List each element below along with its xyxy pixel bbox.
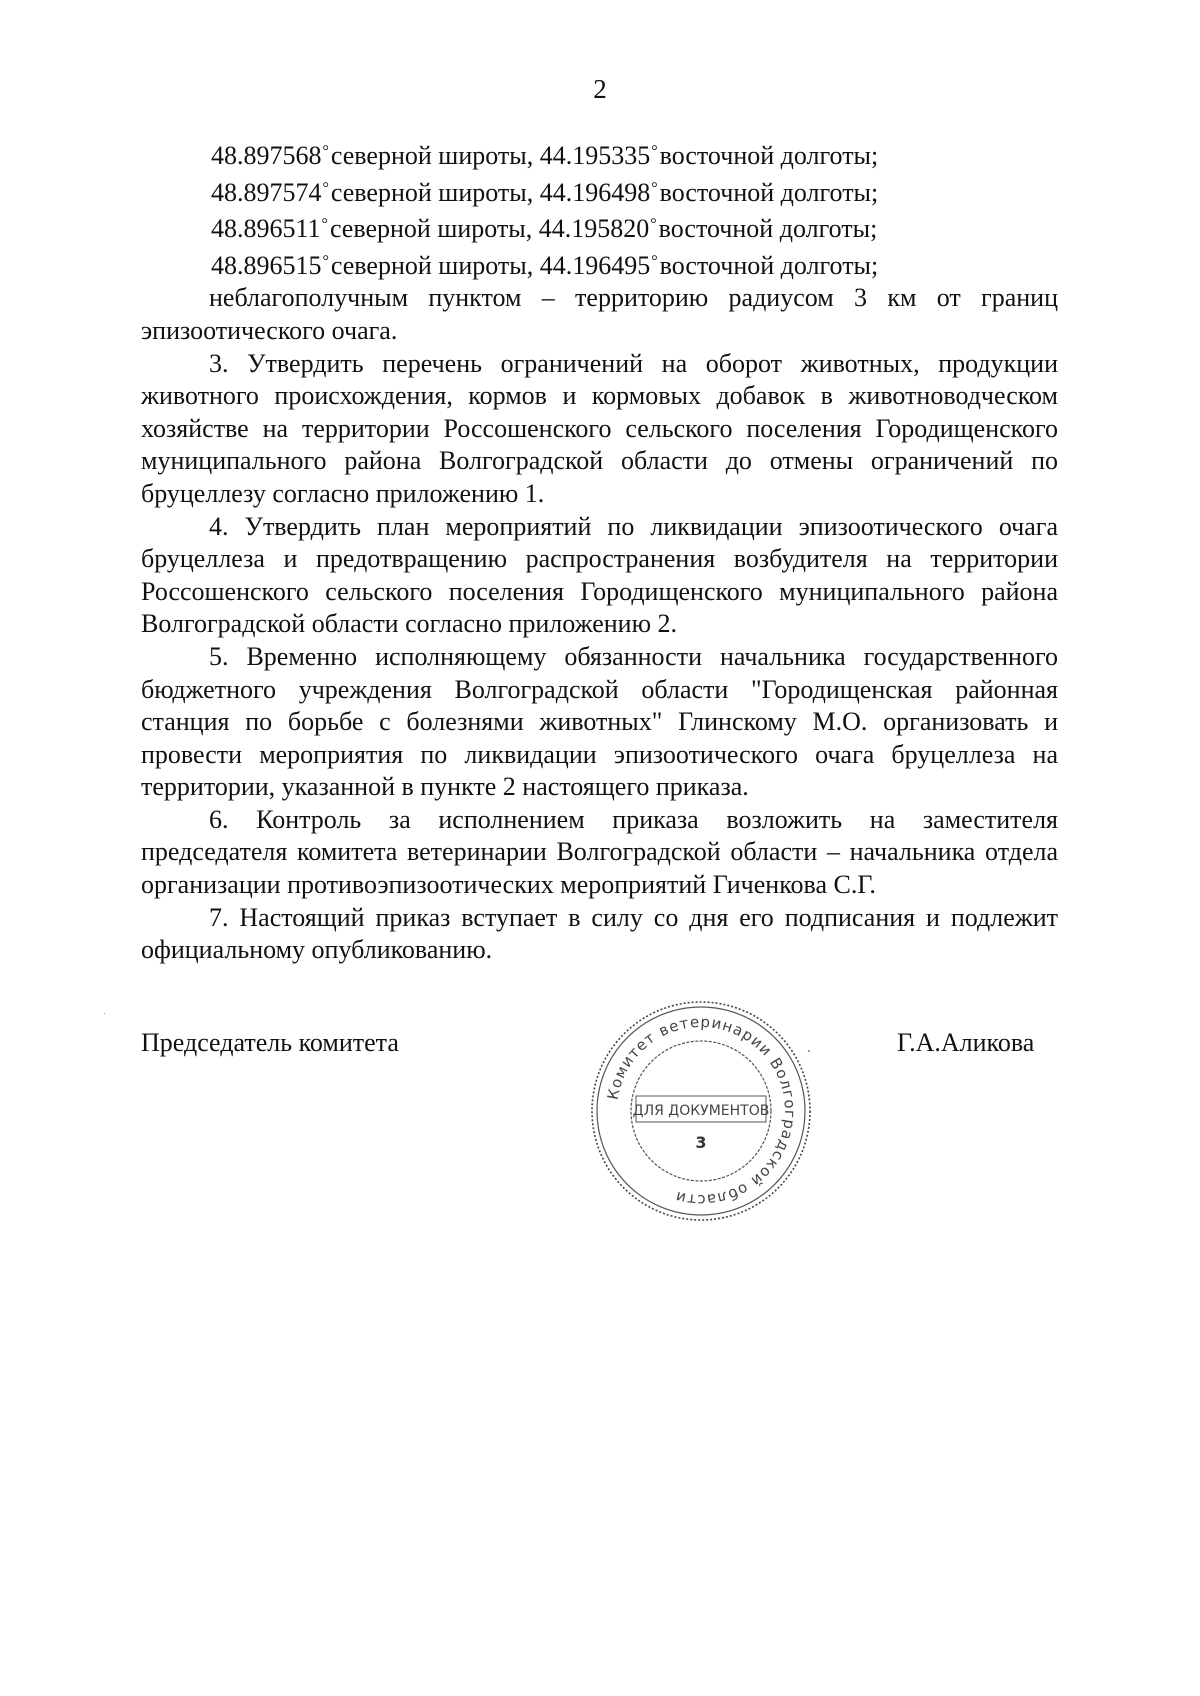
coordinate-line <box>141 173 1058 210</box>
longitude-value: 44.195335 <box>539 141 651 170</box>
scan-speck <box>808 1050 810 1052</box>
longitude-value: 44.195820 <box>538 214 650 244</box>
signatory-name: Г.А.Аликова <box>897 1028 1035 1057</box>
degree-sign: ° <box>651 143 658 160</box>
coordinate-line <box>141 246 1058 283</box>
paragraph-6: 6. Контроль за исполнением приказа возложить на заместителя председателя комитета ветеринарии Волгоградской области – начальника отдела организации противоэпизоотических мероприятий Гиченкова С.Г. <box>141 804 1058 900</box>
paragraph-4: 4. Утвердить план мероприятий по ликвидации эпизоотического очага бруцеллеза и предотвращению распространения возбудителя на территории Россошенского сельского поселения Городищенского муниципального района Волгоградской области согласно приложению 2. <box>141 511 1058 639</box>
latitude-value: 48.896515 <box>211 250 322 280</box>
paragraph-7: 7. Настоящий приказ вступает в силу со дня его подписания и подлежит официальному опубликованию. <box>141 902 1058 965</box>
coordinate-line <box>141 136 1058 173</box>
latitude-label: северной широты, <box>330 177 534 207</box>
longitude-value: 44.196498 <box>539 177 651 207</box>
longitude-label: восточной долготы; <box>659 250 879 280</box>
latitude-label: северной широты, <box>330 141 534 170</box>
latitude-value: 48.897574 <box>211 177 322 207</box>
paragraph-5: 5. Временно исполняющему обязанности начальника государственного бюджетного учреждения Волгоградской области "Городищенская районная станция по борьбе с болезнями животных" Глинскому М.О. организовать и провести мероприятия по ликвидации эпизоотического очага бруцеллеза на территории, указанной в пункте 2 настоящего приказа. <box>141 641 1058 802</box>
degree-sign: ° <box>651 179 658 197</box>
longitude-label: восточной долготы; <box>659 141 879 170</box>
official-stamp <box>588 998 814 1224</box>
stamp-center-text: ДЛЯ ДОКУМЕНТОВ <box>632 1103 770 1119</box>
stamp-number: 3 <box>695 1133 707 1152</box>
stamp-outer-text: Комитет ветеринарии Волгоградской области <box>603 1012 800 1210</box>
paragraph-unfavorable-point: неблагополучным пунктом – территорию радиусом 3 км от границ эпизоотического очага. <box>141 283 1058 345</box>
degree-sign: ° <box>322 143 329 160</box>
degree-sign: ° <box>322 179 329 197</box>
latitude-label: северной широты, <box>330 250 534 280</box>
degree-sign: ° <box>321 216 328 234</box>
longitude-label: восточной долготы; <box>658 214 878 244</box>
paragraph-3: 3. Утвердить перечень ограничений на оборот животных, продукции животного происхождения, кормов и кормовых добавок в животноводческом хозяйстве на территории Россошенского сельского поселения Городищенского муниципального района Волгоградской области до отмены ограничений по бруцеллезу согласно приложению 1. <box>141 348 1058 508</box>
scan-speck <box>104 1013 105 1014</box>
signatory-position: Председатель комитета <box>141 1028 399 1057</box>
latitude-label: северной широты, <box>329 214 533 244</box>
document-body <box>141 136 1058 967</box>
coordinate-line <box>141 209 1058 246</box>
longitude-label: восточной долготы; <box>659 177 879 207</box>
page-number: 2 <box>593 74 607 104</box>
degree-sign: ° <box>651 252 658 270</box>
latitude-value: 48.897568 <box>211 141 322 170</box>
degree-sign: ° <box>650 216 657 234</box>
degree-sign: ° <box>322 252 329 270</box>
longitude-value: 44.196495 <box>539 250 651 280</box>
latitude-value: 48.896511 <box>211 214 321 244</box>
